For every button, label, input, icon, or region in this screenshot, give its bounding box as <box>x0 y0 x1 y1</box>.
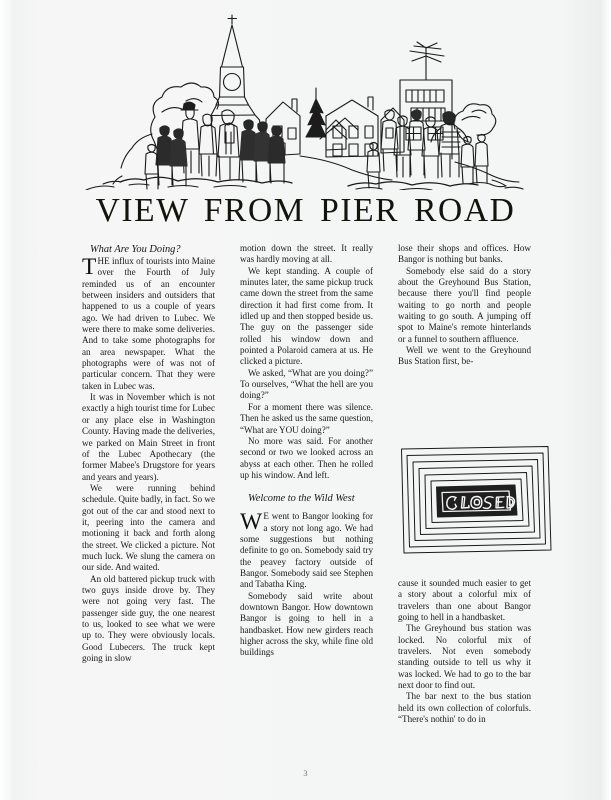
paragraph: motion down the street. It really was hardly moving at all. <box>240 243 373 265</box>
paragraph-text: HE influx of tourists into Maine over the Fourth of July reminded us of an encounter between insiders and outsiders that happened to us a couple of years ago. We had driven to Lubec. We were there to make some deliveries. And to take some photographs for an area newspaper. What the photographs were of was not of particular concern. That they were taken in Lubec was. <box>82 256 215 391</box>
paragraph: The Greyhound bus station was locked. No colorful mix of travelers. Not even somebody standing outside to tell us why it was locked. We had to go to the bar next door to find out. <box>398 623 531 691</box>
text-column-3-lower <box>398 578 531 800</box>
section-subhead-welcome-to-the-wild-west: Welcome to the Wild West <box>248 493 355 505</box>
drop-cap-letter: W <box>240 509 263 536</box>
paragraph: Somebody said write about downtown Bangor. How downtown Bangor is going to hell in a handbasket. How new girders reach higher across the sky, while fine old buildings <box>240 590 373 658</box>
paragraph: For a moment there was silence. Then he asked us the same question, “What are YOU doing?” <box>240 401 373 435</box>
village-crowd-pen-and-ink-illustration <box>0 4 611 190</box>
hand-drawn-closed-sign-illustration <box>396 440 554 558</box>
page-number: 3 <box>303 768 308 778</box>
paragraph: lose their shops and offices. How Bangor is nothing but banks. <box>398 243 531 265</box>
paragraph: cause it sounded much easier to get a story about a colorful mix of travelers than one about Bangor going to hell in a handbasket. <box>398 578 531 623</box>
paragraph: It was in November which is not exactly a high tourist time for Lubec or any place else in Washington County. Having made the deliveries, we parked on Main Street in front of the Lubec Apothecary (the former Mabee's Drugstore for years and years and years). <box>82 392 215 482</box>
paragraph: We were running behind schedule. Quite badly, in fact. So we got out of the car and stood next to it, peering into the camera and motioning it back and forth along the street. We clicked a picture. Not much luck. We slung the camera on our side. And waited. <box>82 482 216 573</box>
paragraph: Well we went to the Greyhound Bus Station first, be- <box>398 345 531 367</box>
paragraph: An old battered pickup truck with two guys inside drove by. They were not going very fast. The passenger side guy, the one nearest to us, looked to see what we were up to. They were obviously locals. Good Lubecers. The truck kept going in slow <box>82 573 215 664</box>
section-subhead-what-are-you-doing: What Are You Doing? <box>90 244 181 255</box>
text-column-2 <box>240 243 373 763</box>
paragraph: The bar next to the bus station held its own collection of colorfuls. “There's nothin' to do in <box>398 691 531 725</box>
paragraph: No more was said. For another second or two we looked across an abyss at each other. Then he rolled up his window. And left. <box>240 435 373 480</box>
paragraph: Somebody else said do a story about the Greyhound Bus Station, because there you'll find people waiting to go north and people waiting to go south. A jumping off spot to Maine's remote hinterlands or a funnel to southern affluence. <box>398 265 531 344</box>
drop-cap-letter: T <box>82 254 97 280</box>
paragraph <box>240 511 373 590</box>
paragraph <box>82 256 215 392</box>
page-title: VIEW FROM PIER ROAD <box>95 192 516 229</box>
paragraph: We asked, “What are you doing?” To ourselves, “What the hell are you doing?” <box>240 367 373 401</box>
paragraph: We kept standing. A couple of minutes later, the same pickup truck came down the street from the same direction it had first come from. It idled up and then stopped beside us. The guy on the passenger side rolled his window down and pointed a Polaroid camera at us. He clicked a picture. <box>240 265 373 367</box>
paragraph-text: E went to Bangor looking for a story not long ago. We had some suggestions but nothing definite to go on. Somebody said try the peavey factory outside of Bangor. Somebody said see Stephen and Tabatha King. <box>240 511 373 590</box>
text-column-1 <box>82 243 215 763</box>
